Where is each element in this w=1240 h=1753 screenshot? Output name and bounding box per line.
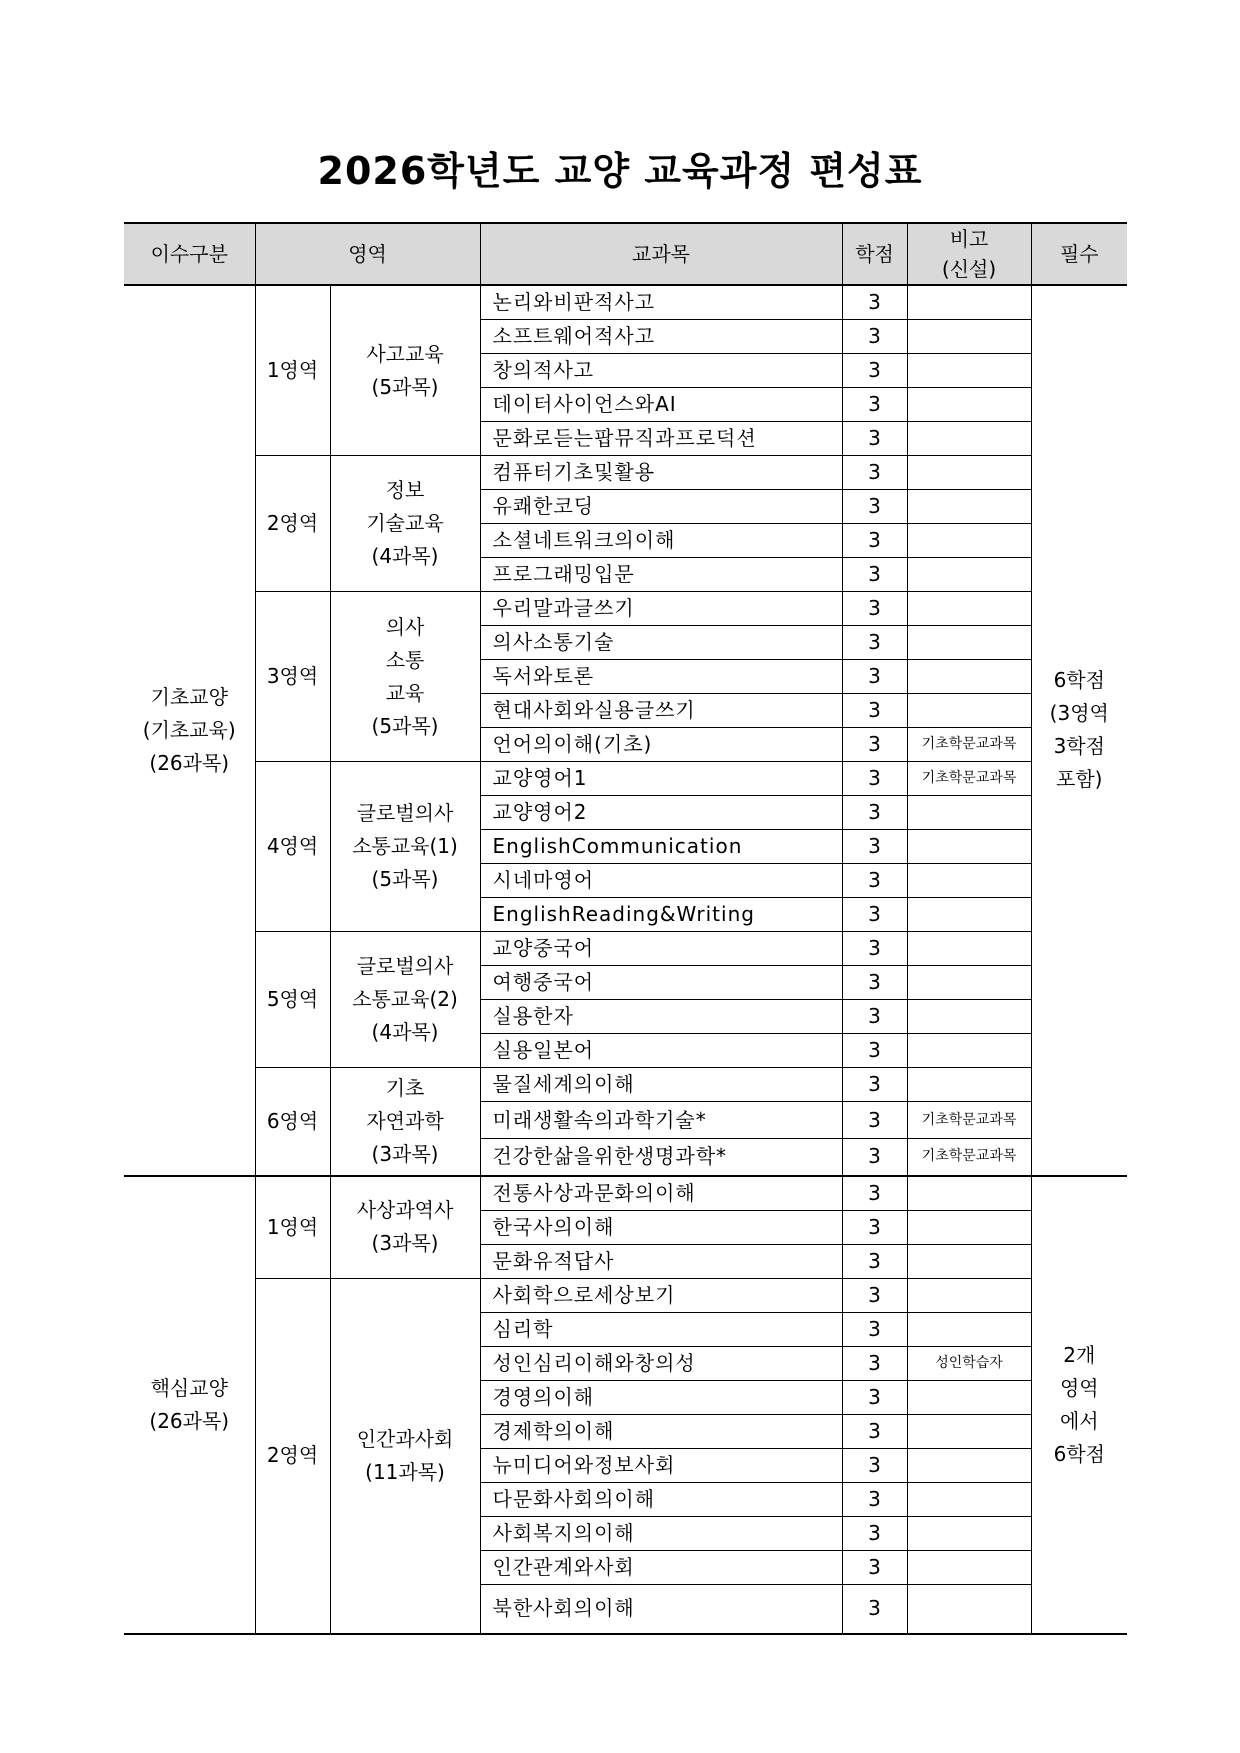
credit-cell: 3 — [842, 660, 907, 694]
note-cell — [907, 1068, 1031, 1102]
header-note-sub: (신설) — [941, 257, 997, 281]
credit-cell: 3 — [842, 762, 907, 796]
area-number: 5영역 — [255, 932, 330, 1068]
credit-cell: 3 — [842, 966, 907, 1000]
credit-cell: 3 — [842, 932, 907, 966]
credit-cell: 3 — [842, 1102, 907, 1139]
note-cell — [907, 932, 1031, 966]
course-name: 문화로듣는팝뮤직과프로덕션 — [480, 422, 842, 456]
note-cell — [907, 1380, 1031, 1414]
credit-cell: 3 — [842, 490, 907, 524]
table-row — [124, 592, 1127, 626]
course-name: 교양영어2 — [480, 796, 842, 830]
course-name: 창의적사고 — [480, 354, 842, 388]
note-cell: 성인학습자 — [907, 1346, 1031, 1380]
credit-cell: 3 — [842, 830, 907, 864]
credit-cell: 3 — [842, 864, 907, 898]
note-cell — [907, 320, 1031, 354]
note-cell — [907, 524, 1031, 558]
table-row — [124, 932, 1127, 966]
required-core: 2개 영역 에서 6학점 — [1031, 1176, 1127, 1635]
credit-cell: 3 — [842, 354, 907, 388]
header-category: 이수구분 — [124, 223, 255, 285]
course-name: 인간관계와사회 — [480, 1550, 842, 1584]
area-name: 인간과사회 (11과목) — [330, 1278, 480, 1634]
course-name: 소셜네트워크의이해 — [480, 524, 842, 558]
note-cell — [907, 966, 1031, 1000]
header-credit: 학점 — [842, 223, 907, 285]
note-cell — [907, 694, 1031, 728]
note-cell — [907, 1000, 1031, 1034]
note-cell — [907, 422, 1031, 456]
note-cell — [907, 1210, 1031, 1244]
credit-cell: 3 — [842, 456, 907, 490]
note-cell — [907, 1550, 1031, 1584]
course-name: 데이터사이언스와AI — [480, 388, 842, 422]
note-cell — [907, 1448, 1031, 1482]
note-cell — [907, 660, 1031, 694]
course-name: 언어의이해(기초) — [480, 728, 842, 762]
area-number: 2영역 — [255, 456, 330, 592]
page-title: 2026학년도 교양 교육과정 편성표 — [317, 149, 923, 193]
course-name: 전통사상과문화의이해 — [480, 1176, 842, 1211]
course-name: 다문화사회의이해 — [480, 1482, 842, 1516]
area-name: 사상과역사 (3과목) — [330, 1176, 480, 1279]
course-name: 물질세계의이해 — [480, 1068, 842, 1102]
course-name: 소프트웨어적사고 — [480, 320, 842, 354]
credit-cell: 3 — [842, 1176, 907, 1211]
note-cell — [907, 830, 1031, 864]
required-basic: 6학점 (3영역 3학점 포함) — [1031, 285, 1127, 1176]
course-name: 유쾌한코딩 — [480, 490, 842, 524]
credit-cell: 3 — [842, 1346, 907, 1380]
credit-cell: 3 — [842, 524, 907, 558]
credit-cell: 3 — [842, 592, 907, 626]
note-cell — [907, 1516, 1031, 1550]
header-required: 필수 — [1031, 223, 1127, 285]
credit-cell: 3 — [842, 1139, 907, 1176]
note-cell — [907, 1414, 1031, 1448]
course-name: 교양영어1 — [480, 762, 842, 796]
course-name: 의사소통기술 — [480, 626, 842, 660]
note-cell — [907, 285, 1031, 320]
note-cell — [907, 864, 1031, 898]
credit-cell: 3 — [842, 320, 907, 354]
note-cell — [907, 354, 1031, 388]
note-cell — [907, 592, 1031, 626]
note-cell: 기초학문교과목 — [907, 1139, 1031, 1176]
credit-cell: 3 — [842, 898, 907, 932]
area-number: 2영역 — [255, 1278, 330, 1634]
credit-cell: 3 — [842, 1210, 907, 1244]
note-cell — [907, 898, 1031, 932]
curriculum-table — [124, 222, 1127, 1635]
credit-cell: 3 — [842, 1278, 907, 1312]
category-basic: 기초교양 (기초교육) (26과목) — [124, 285, 255, 1176]
credit-cell: 3 — [842, 1414, 907, 1448]
course-name: 여행중국어 — [480, 966, 842, 1000]
note-cell: 기초학문교과목 — [907, 728, 1031, 762]
course-name: 뉴미디어와정보사회 — [480, 1448, 842, 1482]
header-course: 교과목 — [480, 223, 842, 285]
table-row — [124, 1278, 1127, 1312]
course-name: 심리학 — [480, 1312, 842, 1346]
course-name: 건강한삶을위한생명과학* — [480, 1139, 842, 1176]
note-cell — [907, 1176, 1031, 1211]
course-name: 프로그래밍입문 — [480, 558, 842, 592]
note-cell — [907, 1034, 1031, 1068]
course-name: 한국사의이해 — [480, 1210, 842, 1244]
area-name: 의사 소통 교육 (5과목) — [330, 592, 480, 762]
note-cell: 기초학문교과목 — [907, 1102, 1031, 1139]
credit-cell: 3 — [842, 728, 907, 762]
note-cell — [907, 490, 1031, 524]
course-name: 교양중국어 — [480, 932, 842, 966]
credit-cell: 3 — [842, 1550, 907, 1584]
note-cell — [907, 456, 1031, 490]
table-row — [124, 1176, 1127, 1211]
course-name: 북한사회의이해 — [480, 1584, 842, 1634]
table-row — [124, 285, 1127, 320]
credit-cell: 3 — [842, 1312, 907, 1346]
credit-cell: 3 — [842, 1068, 907, 1102]
table-row — [124, 456, 1127, 490]
course-name: 미래생활속의과학기술* — [480, 1102, 842, 1139]
course-name: 실용한자 — [480, 1000, 842, 1034]
area-number: 1영역 — [255, 285, 330, 456]
course-name: 독서와토론 — [480, 660, 842, 694]
area-number: 4영역 — [255, 762, 330, 932]
note-cell — [907, 796, 1031, 830]
header-row — [124, 223, 1127, 285]
credit-cell: 3 — [842, 1516, 907, 1550]
area-name: 글로벌의사 소통교육(2) (4과목) — [330, 932, 480, 1068]
course-name: 문화유적답사 — [480, 1244, 842, 1278]
area-number: 6영역 — [255, 1068, 330, 1176]
course-name: 현대사회와실용글쓰기 — [480, 694, 842, 728]
course-name: 시네마영어 — [480, 864, 842, 898]
course-name: 사회복지의이해 — [480, 1516, 842, 1550]
header-note-label: 비고 — [949, 227, 989, 251]
credit-cell: 3 — [842, 388, 907, 422]
credit-cell: 3 — [842, 1000, 907, 1034]
area-name: 기초 자연과학 (3과목) — [330, 1068, 480, 1176]
course-name: 성인심리이해와창의성 — [480, 1346, 842, 1380]
note-cell — [907, 1312, 1031, 1346]
credit-cell: 3 — [842, 1380, 907, 1414]
course-name: 컴퓨터기초및활용 — [480, 456, 842, 490]
credit-cell: 3 — [842, 1034, 907, 1068]
note-cell — [907, 558, 1031, 592]
table-row — [124, 1068, 1127, 1102]
course-name: EnglishReading&Writing — [480, 898, 842, 932]
note-cell — [907, 1244, 1031, 1278]
area-number: 1영역 — [255, 1176, 330, 1279]
header-area: 영역 — [255, 223, 480, 285]
course-name: 사회학으로세상보기 — [480, 1278, 842, 1312]
note-cell — [907, 1482, 1031, 1516]
course-name: 우리말과글쓰기 — [480, 592, 842, 626]
header-note — [907, 223, 1031, 285]
note-cell — [907, 1584, 1031, 1634]
note-cell: 기초학문교과목 — [907, 762, 1031, 796]
table-row — [124, 762, 1127, 796]
credit-cell: 3 — [842, 1584, 907, 1634]
credit-cell: 3 — [842, 694, 907, 728]
credit-cell: 3 — [842, 1482, 907, 1516]
credit-cell: 3 — [842, 422, 907, 456]
credit-cell: 3 — [842, 1448, 907, 1482]
area-number: 3영역 — [255, 592, 330, 762]
course-name: 실용일본어 — [480, 1034, 842, 1068]
category-core: 핵심교양 (26과목) — [124, 1176, 255, 1635]
note-cell — [907, 1278, 1031, 1312]
note-cell — [907, 626, 1031, 660]
credit-cell: 3 — [842, 796, 907, 830]
course-name: EnglishCommunication — [480, 830, 842, 864]
area-name: 글로벌의사 소통교육(1) (5과목) — [330, 762, 480, 932]
credit-cell: 3 — [842, 285, 907, 320]
area-name: 사고교육 (5과목) — [330, 285, 480, 456]
credit-cell: 3 — [842, 1244, 907, 1278]
area-name: 정보 기술교육 (4과목) — [330, 456, 480, 592]
course-name: 경영의이해 — [480, 1380, 842, 1414]
note-cell — [907, 388, 1031, 422]
credit-cell: 3 — [842, 558, 907, 592]
credit-cell: 3 — [842, 626, 907, 660]
course-name: 경제학의이해 — [480, 1414, 842, 1448]
course-name: 논리와비판적사고 — [480, 285, 842, 320]
